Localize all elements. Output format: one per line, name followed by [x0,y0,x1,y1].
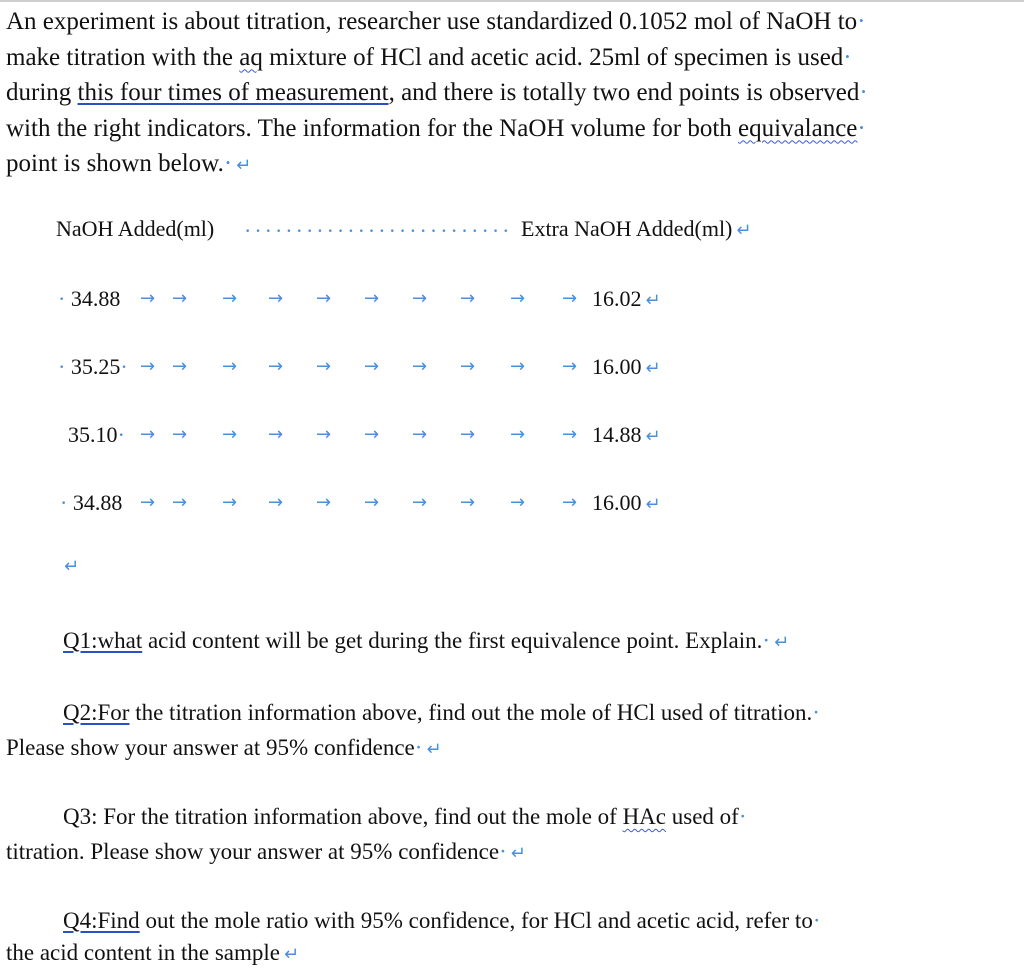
page-top-border [0,0,1024,2]
row-extra-value [592,284,661,316]
q4-text: out the mole ratio with 95% confidence, for HCl and acetic acid, refer to [139,908,813,933]
question-3-line-1[interactable] [63,800,747,834]
table-row[interactable] [0,352,1024,382]
intro-line-1 [6,4,1006,40]
paragraph-mark-icon: ↵ [736,220,752,241]
tab-arrow-icon: → [222,356,238,377]
paragraph-mark-icon: ↵ [645,494,661,515]
q4-text-cont: the acid content in the sample [6,940,280,965]
paragraph-mark-icon: ↵ [774,632,790,653]
row-added-value [58,352,128,382]
column-header-extra-text: Extra NaOH Added(ml) [521,216,733,241]
tab-arrow-icon: → [172,424,188,445]
tab-arrow-icon: → [562,492,578,513]
intro-line-2 [6,40,1006,76]
tab-arrow-icon: → [412,288,428,309]
table-row[interactable] [0,420,1024,450]
space-mark: · [117,422,125,447]
tab-arrow-icon: → [316,288,332,309]
row-extra-value [592,352,661,384]
spellcheck-word-hac[interactable]: HAc [622,804,666,829]
q2-text: the titration information above, find out the mole of HCl used of titration. [129,700,813,725]
leader-dots: ·························· [244,218,513,243]
tab-arrow-icon: → [364,424,380,445]
intro-text-3c: , and there is totally two end points is observed [388,79,860,106]
space-mark: · [499,839,507,864]
q3-text-cont: titration. Please show your answer at 95% confidence [6,839,500,864]
empty-paragraph-mark-icon: ↵ [64,556,80,577]
extra-value-text: 14.88 [592,422,642,447]
tab-arrow-icon: → [172,356,188,377]
tab-arrow-icon: → [268,288,284,309]
tab-arrow-icon: → [222,492,238,513]
added-value-text: 34.88 [72,490,123,515]
intro-line-3 [6,75,1006,111]
intro-paragraph[interactable] [6,4,1006,184]
row-extra-value [592,420,661,452]
question-2-line-1[interactable] [63,696,820,730]
space-mark: · [60,490,68,515]
tab-arrow-icon: → [460,492,476,513]
paragraph-mark-icon: ↵ [236,155,252,176]
space-mark: · [857,8,866,35]
extra-value-text: 16.02 [592,286,642,311]
intro-text-1: An experiment is about titration, researcher use standardized 0.1052 mol of NaOH to [6,8,858,35]
space-mark: · [738,804,747,829]
added-value-text: 35.25 [70,354,121,379]
tab-arrow-icon: → [412,424,428,445]
tab-arrow-icon: → [510,424,526,445]
space-mark: · [812,700,820,725]
added-value-text: 34.88 [70,286,121,311]
space-mark: · [762,628,771,653]
space-mark: · [843,43,852,71]
intro-text-5: point is shown below. [6,150,224,177]
extra-value-text: 16.00 [592,490,642,515]
tab-arrow-icon: → [140,288,156,309]
tab-arrow-icon: → [172,288,188,309]
tab-arrow-icon: → [268,356,284,377]
paragraph-mark-icon: ↵ [284,944,300,965]
q3-text: Q3: For the titration information above, find out the mole of [63,804,623,829]
tab-arrow-icon: → [316,356,332,377]
intro-line-5 [6,146,1006,184]
tab-arrow-icon: → [222,424,238,445]
space-mark: · [857,114,866,142]
q4-label: Q4:Find [63,908,140,933]
column-header-naoh-added: NaOH Added(ml) [56,216,215,241]
tab-arrow-icon: → [412,492,428,513]
tab-arrow-icon: → [268,492,284,513]
table-row[interactable] [0,284,1024,314]
tab-arrow-icon: → [460,356,476,377]
extra-value-text: 16.00 [592,354,642,379]
tab-arrow-icon: → [172,492,188,513]
intro-text-2c: mixture of HCl and acetic acid. 25ml of specimen is used [262,43,844,71]
space-mark: · [812,908,821,933]
tab-arrow-icon: → [140,356,156,377]
tab-arrow-icon: → [140,424,156,445]
paragraph-mark-icon: ↵ [426,739,442,760]
tab-arrow-icon: → [268,424,284,445]
intro-text-4a: with the right indicators. The information for the NaOH volume for both [6,114,739,142]
q3-text-end: used of [666,804,739,829]
question-2-line-2[interactable] [6,731,442,767]
grammar-flag-phrase[interactable]: this four times of measurement [77,79,389,106]
tab-arrow-icon: → [510,288,526,309]
question-4-line-2[interactable] [6,936,299,972]
tab-arrow-icon: → [140,492,156,513]
q1-label: Q1:what [63,628,143,653]
space-mark: · [120,354,128,379]
tab-arrow-icon: → [562,356,578,377]
space-mark: · [58,286,66,311]
space-mark: · [414,735,423,760]
tab-arrow-icon: → [316,492,332,513]
question-4-line-1[interactable] [63,904,821,938]
space-mark: · [859,79,868,106]
tab-arrow-icon: → [510,356,526,377]
paragraph-mark-icon: ↵ [645,290,661,311]
tab-arrow-icon: → [222,288,238,309]
space-mark: · [223,150,233,177]
intro-text-3a: during [6,79,78,106]
tab-arrow-icon: → [562,288,578,309]
spellcheck-word-aq[interactable]: aq [239,43,263,71]
space-mark: · [58,354,66,379]
tab-arrow-icon: → [364,356,380,377]
paragraph-mark-icon: ↵ [645,426,661,447]
intro-line-4 [6,111,1006,147]
row-added-value [58,284,120,314]
tab-arrow-icon: → [460,424,476,445]
tab-arrow-icon: → [412,356,428,377]
intro-text-2a: make titration with the [6,43,240,71]
spellcheck-word-equivalance[interactable]: equivalance [738,114,858,142]
row-extra-value [592,488,661,520]
tab-arrow-icon: → [316,424,332,445]
row-added-value [68,420,125,450]
paragraph-mark-icon: ↵ [645,358,661,379]
question-1[interactable] [63,624,789,660]
tab-arrow-icon: → [364,288,380,309]
paragraph-mark-icon: ↵ [510,843,526,864]
added-value-text: 35.10 [68,422,118,447]
tab-arrow-icon: → [364,492,380,513]
tab-arrow-icon: → [562,424,578,445]
row-added-value [60,488,122,518]
column-header-extra-naoh [521,214,751,246]
q1-text: acid content will be get during the first equivalence point. Explain. [142,628,763,653]
tab-arrow-icon: → [460,288,476,309]
question-3-line-2[interactable] [6,835,526,871]
tab-arrow-icon: → [510,492,526,513]
table-row[interactable] [0,488,1024,518]
q2-text-cont: Please show your answer at 95% confidence [6,735,415,760]
q2-label: Q2:For [63,700,130,725]
